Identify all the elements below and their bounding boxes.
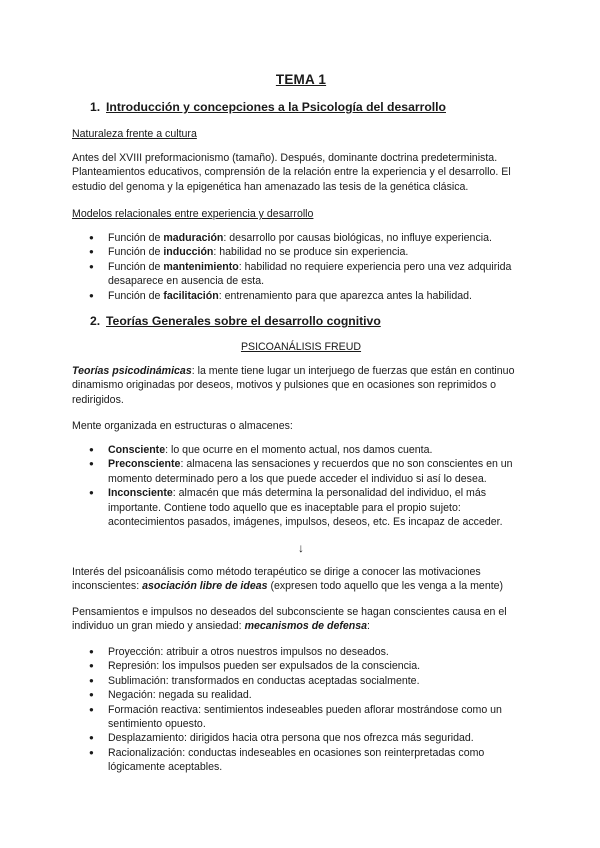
bullet-icon: ●: [89, 733, 94, 743]
list-item: ● Sublimación: transformados en conductas aceptadas socialmente.: [89, 674, 420, 687]
paragraph-mind-structures: Mente organizada en estructuras o almacenes:: [72, 420, 293, 432]
mechanisms-list: [72, 645, 530, 775]
subheading-nature-culture: Naturaleza frente a cultura: [72, 128, 197, 140]
section-2-heading: [90, 314, 381, 328]
list-item: ● Función de inducción: habilidad no se produce sin experiencia.: [89, 246, 409, 259]
bullet-icon: ●: [89, 690, 94, 700]
list-item: ● Racionalización: conductas indeseables en ocasiones son reinterpretadas como lógicamente aceptables.: [89, 746, 485, 774]
centered-heading-freud: PSICOANÁLISIS FREUD: [240, 341, 362, 353]
section-1-heading: [90, 100, 446, 114]
bullet-icon: ●: [89, 247, 94, 257]
section-2-number: 2.: [90, 314, 101, 328]
list-item: ● Preconsciente: almacena las sensaciones y recuerdos que no son conscientes en un momento determinado pero a los que puede acceder el individuo si así lo desea.: [89, 458, 513, 485]
list-item: ● Función de facilitación: entrenamiento para que aparezca antes la habilidad.: [89, 289, 472, 302]
list-item: ● Consciente: lo que ocurre en el momento actual, nos damos cuenta.: [89, 444, 433, 456]
structures-list: [72, 443, 530, 529]
bullet-icon: ●: [89, 233, 94, 242]
section-1-title: Introducción y concepciones a la Psicología del desarrollo: [106, 100, 446, 114]
bullet-icon: ●: [89, 445, 94, 454]
section-2-title: Teorías Generales sobre el desarrollo cognitivo: [106, 314, 381, 328]
list-item: ● Función de mantenimiento: habilidad no requiere experiencia pero una vez adquirida desaparece en ausencia de esta.: [89, 260, 512, 288]
bullet-icon: ●: [89, 290, 94, 300]
list-item: ● Represión: los impulsos pueden ser expulsados de la consciencia.: [89, 660, 421, 673]
bullet-icon: ●: [89, 261, 94, 271]
list-item: ● Función de maduración: desarrollo por causas biológicas, no influye experiencia.: [89, 232, 492, 244]
list-item: ● Proyección: atribuir a otros nuestros impulsos no deseados.: [89, 646, 389, 658]
down-arrow-icon: ↓: [298, 541, 304, 555]
list-item: ● Inconsciente: almacén que más determina la personalidad del individuo, el más importante. Contiene todo aquello que es inaceptable para el propio sujeto: acontecimientos pasados, imágenes, impulsos, deseos, etc. Es incapaz de acceder.: [89, 487, 503, 529]
list-item: ● Negación: negada su realidad.: [89, 689, 252, 702]
list-item: ● Formación reactiva: sentimientos indeseables pueden aflorar mostrándose como un sentimiento opuesto.: [89, 703, 502, 731]
subheading-relational-models: Modelos relacionales entre experiencia y desarrollo: [72, 208, 314, 220]
paragraph-psychodynamic: Teorías psicodinámicas: la mente tiene lugar un interjuego de fuerzas que están en continuo dinamismo originadas por deseos, motivos y pulsiones que en ocasiones son reprimidos o redirigidos.: [72, 365, 515, 406]
section-1-number: 1.: [90, 100, 101, 114]
bullet-icon: ●: [89, 704, 94, 714]
paragraph-defense-mechanisms: Pensamientos e impulsos no deseados del subconsciente se hagan conscientes causa en el individuo un gran miedo y ansiedad: mecanismos de defensa:: [72, 606, 507, 633]
bullet-icon: ●: [89, 488, 94, 498]
bullet-icon: ●: [89, 459, 94, 469]
bullet-icon: ●: [89, 747, 94, 757]
list-item: ● Desplazamiento: dirigidos hacia otra persona que nos ofrezca más seguridad.: [89, 732, 474, 745]
paragraph-intro: Antes del XVIII preformacionismo (tamaño). Después, dominante doctrina predeterminista. Planteamientos educativos, comprensión de la relación entre la experiencia y el desarrollo. El estudio del genoma y la epigenética han amenazado las tesis de la genética clásica.: [72, 152, 511, 193]
page-title: TEMA 1: [275, 72, 327, 87]
models-list: [72, 231, 530, 303]
paragraph-free-association: Interés del psicoanálisis como método terapéutico se dirige a conocer las motivaciones inconscientes: asociación libre de ideas (expresen todo aquello que les venga a la mente): [72, 566, 504, 593]
bullet-icon: ●: [89, 661, 94, 671]
bullet-icon: ●: [89, 647, 94, 656]
bullet-icon: ●: [89, 675, 94, 685]
